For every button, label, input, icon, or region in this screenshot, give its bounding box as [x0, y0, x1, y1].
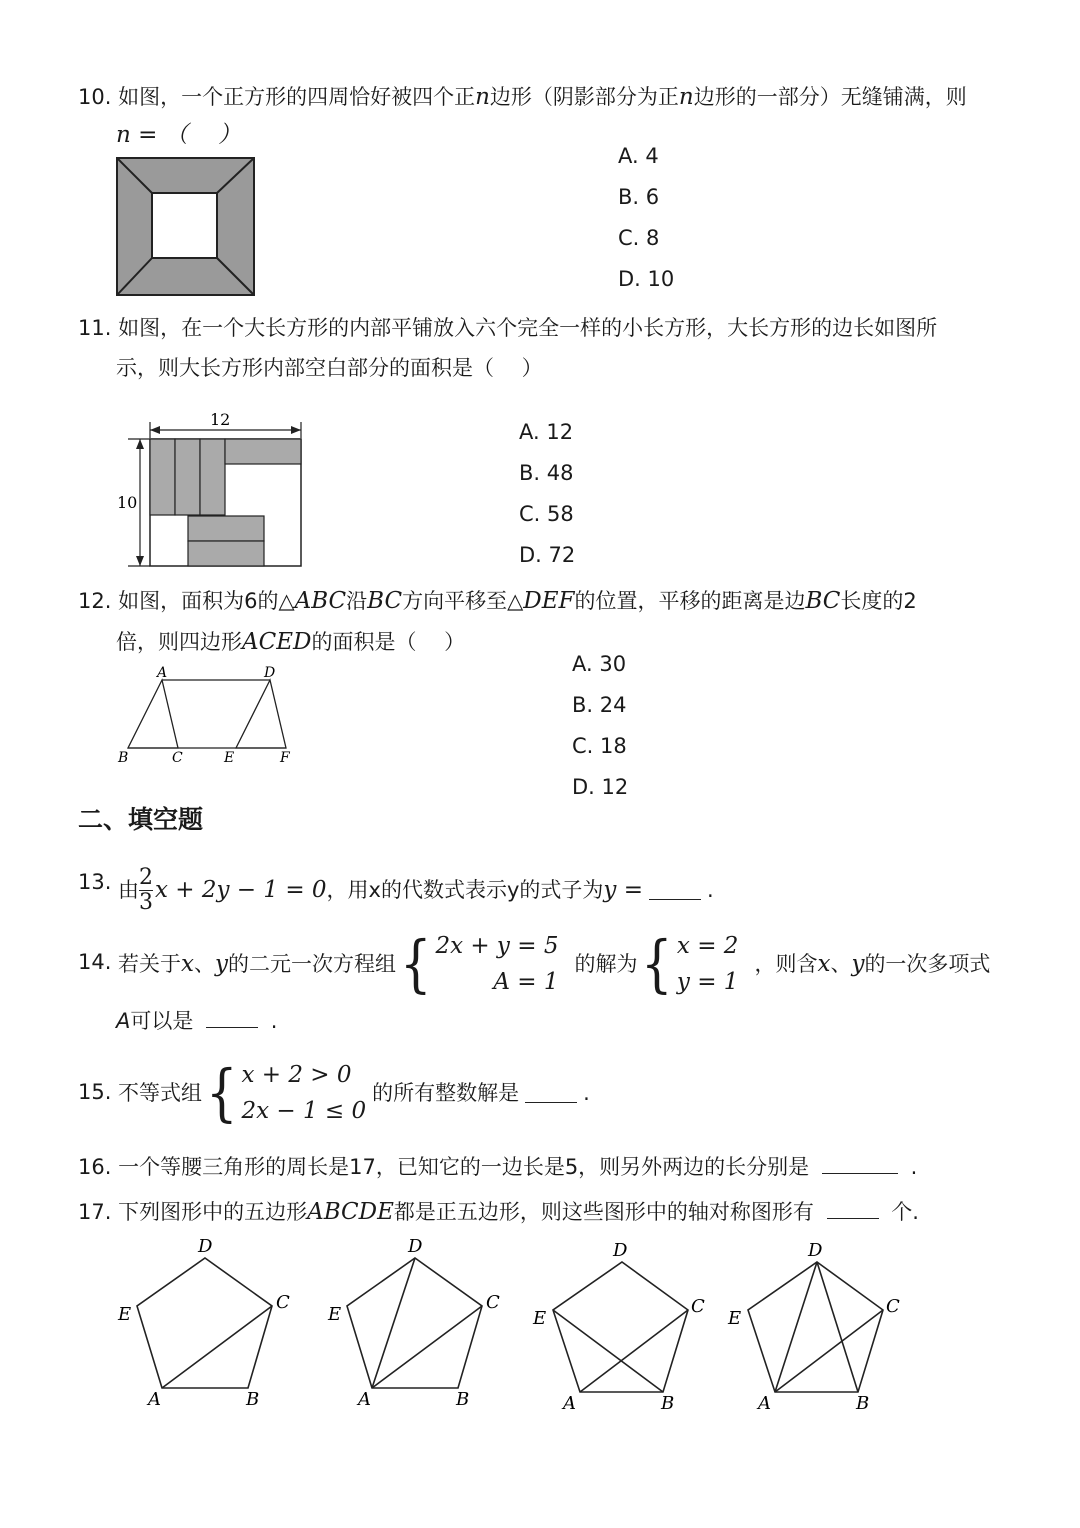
q15-answer-blank[interactable]: [525, 1084, 577, 1103]
q10-option-b[interactable]: B. 6: [618, 185, 660, 209]
section-title: 二、填空题: [78, 805, 204, 834]
svg-text:B: B: [856, 1393, 870, 1414]
q15-system: x + 2 > 0 2x − 1 ≤ 0: [241, 1062, 367, 1124]
svg-text:E: E: [728, 1308, 742, 1329]
q11-width-label: 12: [210, 410, 231, 429]
q14-system2: x = 2 y = 1: [676, 933, 739, 995]
q12-label-a: A: [157, 665, 168, 681]
q12-line2: 倍，则四边形ACED的面积是（ ）: [116, 629, 466, 655]
q17-figure-4: [720, 1234, 920, 1419]
svg-text:B: B: [246, 1389, 260, 1410]
q12-option-a[interactable]: A. 30: [572, 652, 627, 676]
q12-figure: [112, 662, 302, 770]
q13-number: 13.: [78, 870, 112, 894]
q10-figure: [116, 157, 256, 297]
q17-line: 17. 下列图形中的五边形ABCDE都是正五边形，则这些图形中的轴对称图形有 个.: [78, 1199, 919, 1225]
svg-text:D: D: [808, 1240, 823, 1261]
q10-line1: 10. 如图，一个正方形的四周恰好被四个正n边形（阴影部分为正n边形的一部分）无缝铺满，则: [78, 84, 967, 110]
svg-text:A: A: [358, 1389, 371, 1410]
q17-answer-blank[interactable]: [827, 1200, 879, 1219]
q12-option-d[interactable]: D. 12: [572, 775, 629, 799]
svg-text:C: C: [276, 1292, 290, 1313]
q17-figure-3: [525, 1234, 725, 1419]
svg-text:D: D: [198, 1236, 213, 1257]
q13-fraction: $\frac{2}{3}$: [139, 864, 153, 915]
q11-figure: [110, 408, 310, 573]
svg-text:D: D: [408, 1236, 423, 1257]
q12-option-c[interactable]: C. 18: [572, 734, 627, 758]
svg-text:B: B: [456, 1389, 470, 1410]
q12-label-b: B: [118, 750, 129, 766]
q14-line2: A可以是 .: [116, 1009, 278, 1033]
svg-text:B: B: [661, 1393, 675, 1414]
q10-option-c[interactable]: C. 8: [618, 226, 660, 250]
q12-label-d: D: [264, 665, 276, 681]
q14-answer-blank[interactable]: [206, 1009, 258, 1028]
q14-number: 14.: [78, 950, 112, 974]
q17-figure-1: [110, 1230, 310, 1415]
q14-system1: 2x + y = 5 A = 1: [435, 933, 559, 995]
q16-answer-blank[interactable]: [822, 1155, 898, 1174]
q10-option-a[interactable]: A. 4: [618, 144, 659, 168]
q17-figure-2: [320, 1230, 520, 1415]
q15-line: 不等式组 { x + 2 > 0 2x − 1 ≤ 0 的所有整数解是 .: [118, 1056, 590, 1129]
svg-text:C: C: [886, 1296, 900, 1317]
q16-line: 16. 一个等腰三角形的周长是17，已知它的一边长是5，则另外两边的长分别是 .: [78, 1155, 918, 1179]
q12-option-b[interactable]: B. 24: [572, 693, 627, 717]
svg-text:C: C: [691, 1296, 705, 1317]
q11-line2: 示，则大长方形内部空白部分的面积是（ ）: [116, 356, 543, 380]
svg-text:A: A: [148, 1389, 161, 1410]
q12-label-e: E: [224, 750, 235, 766]
svg-text:A: A: [758, 1393, 771, 1414]
q15-number: 15.: [78, 1080, 112, 1104]
q11-option-c[interactable]: C. 58: [519, 502, 574, 526]
q14-line1: 若关于 x 、 y 的二元一次方程组 { 2x + y = 5 A = 1 的解为 { x = 2 y = 1 ，则含 x 、 y 的一次多项式: [118, 927, 991, 1000]
svg-text:E: E: [118, 1304, 132, 1325]
q11-option-a[interactable]: A. 12: [519, 420, 574, 444]
q10-line2: n = （ ）: [116, 122, 242, 148]
svg-text:C: C: [486, 1292, 500, 1313]
q12-label-c: C: [172, 750, 183, 766]
q12-line1: 12. 如图，面积为6的△ABC沿BC方向平移至△DEF的位置，平移的距离是边BC长度的2: [78, 588, 917, 614]
q13-answer-blank[interactable]: [649, 881, 701, 900]
q12-label-f: F: [280, 750, 290, 766]
q13-line: 由 $\frac{2}{3}$ x + 2y − 1 = 0 ，用x的代数式表示y的式子为 y = .: [118, 864, 714, 915]
q10-option-d[interactable]: D. 10: [618, 267, 675, 291]
q11-line1: 11. 如图，在一个大长方形的内部平铺放入六个完全一样的小长方形，大长方形的边长如图所: [78, 316, 938, 340]
svg-text:D: D: [613, 1240, 628, 1261]
q11-option-b[interactable]: B. 48: [519, 461, 574, 485]
svg-text:E: E: [533, 1308, 547, 1329]
q11-option-d[interactable]: D. 72: [519, 543, 576, 567]
svg-text:E: E: [328, 1304, 342, 1325]
svg-text:A: A: [563, 1393, 576, 1414]
q11-height-label: 10: [117, 493, 138, 512]
